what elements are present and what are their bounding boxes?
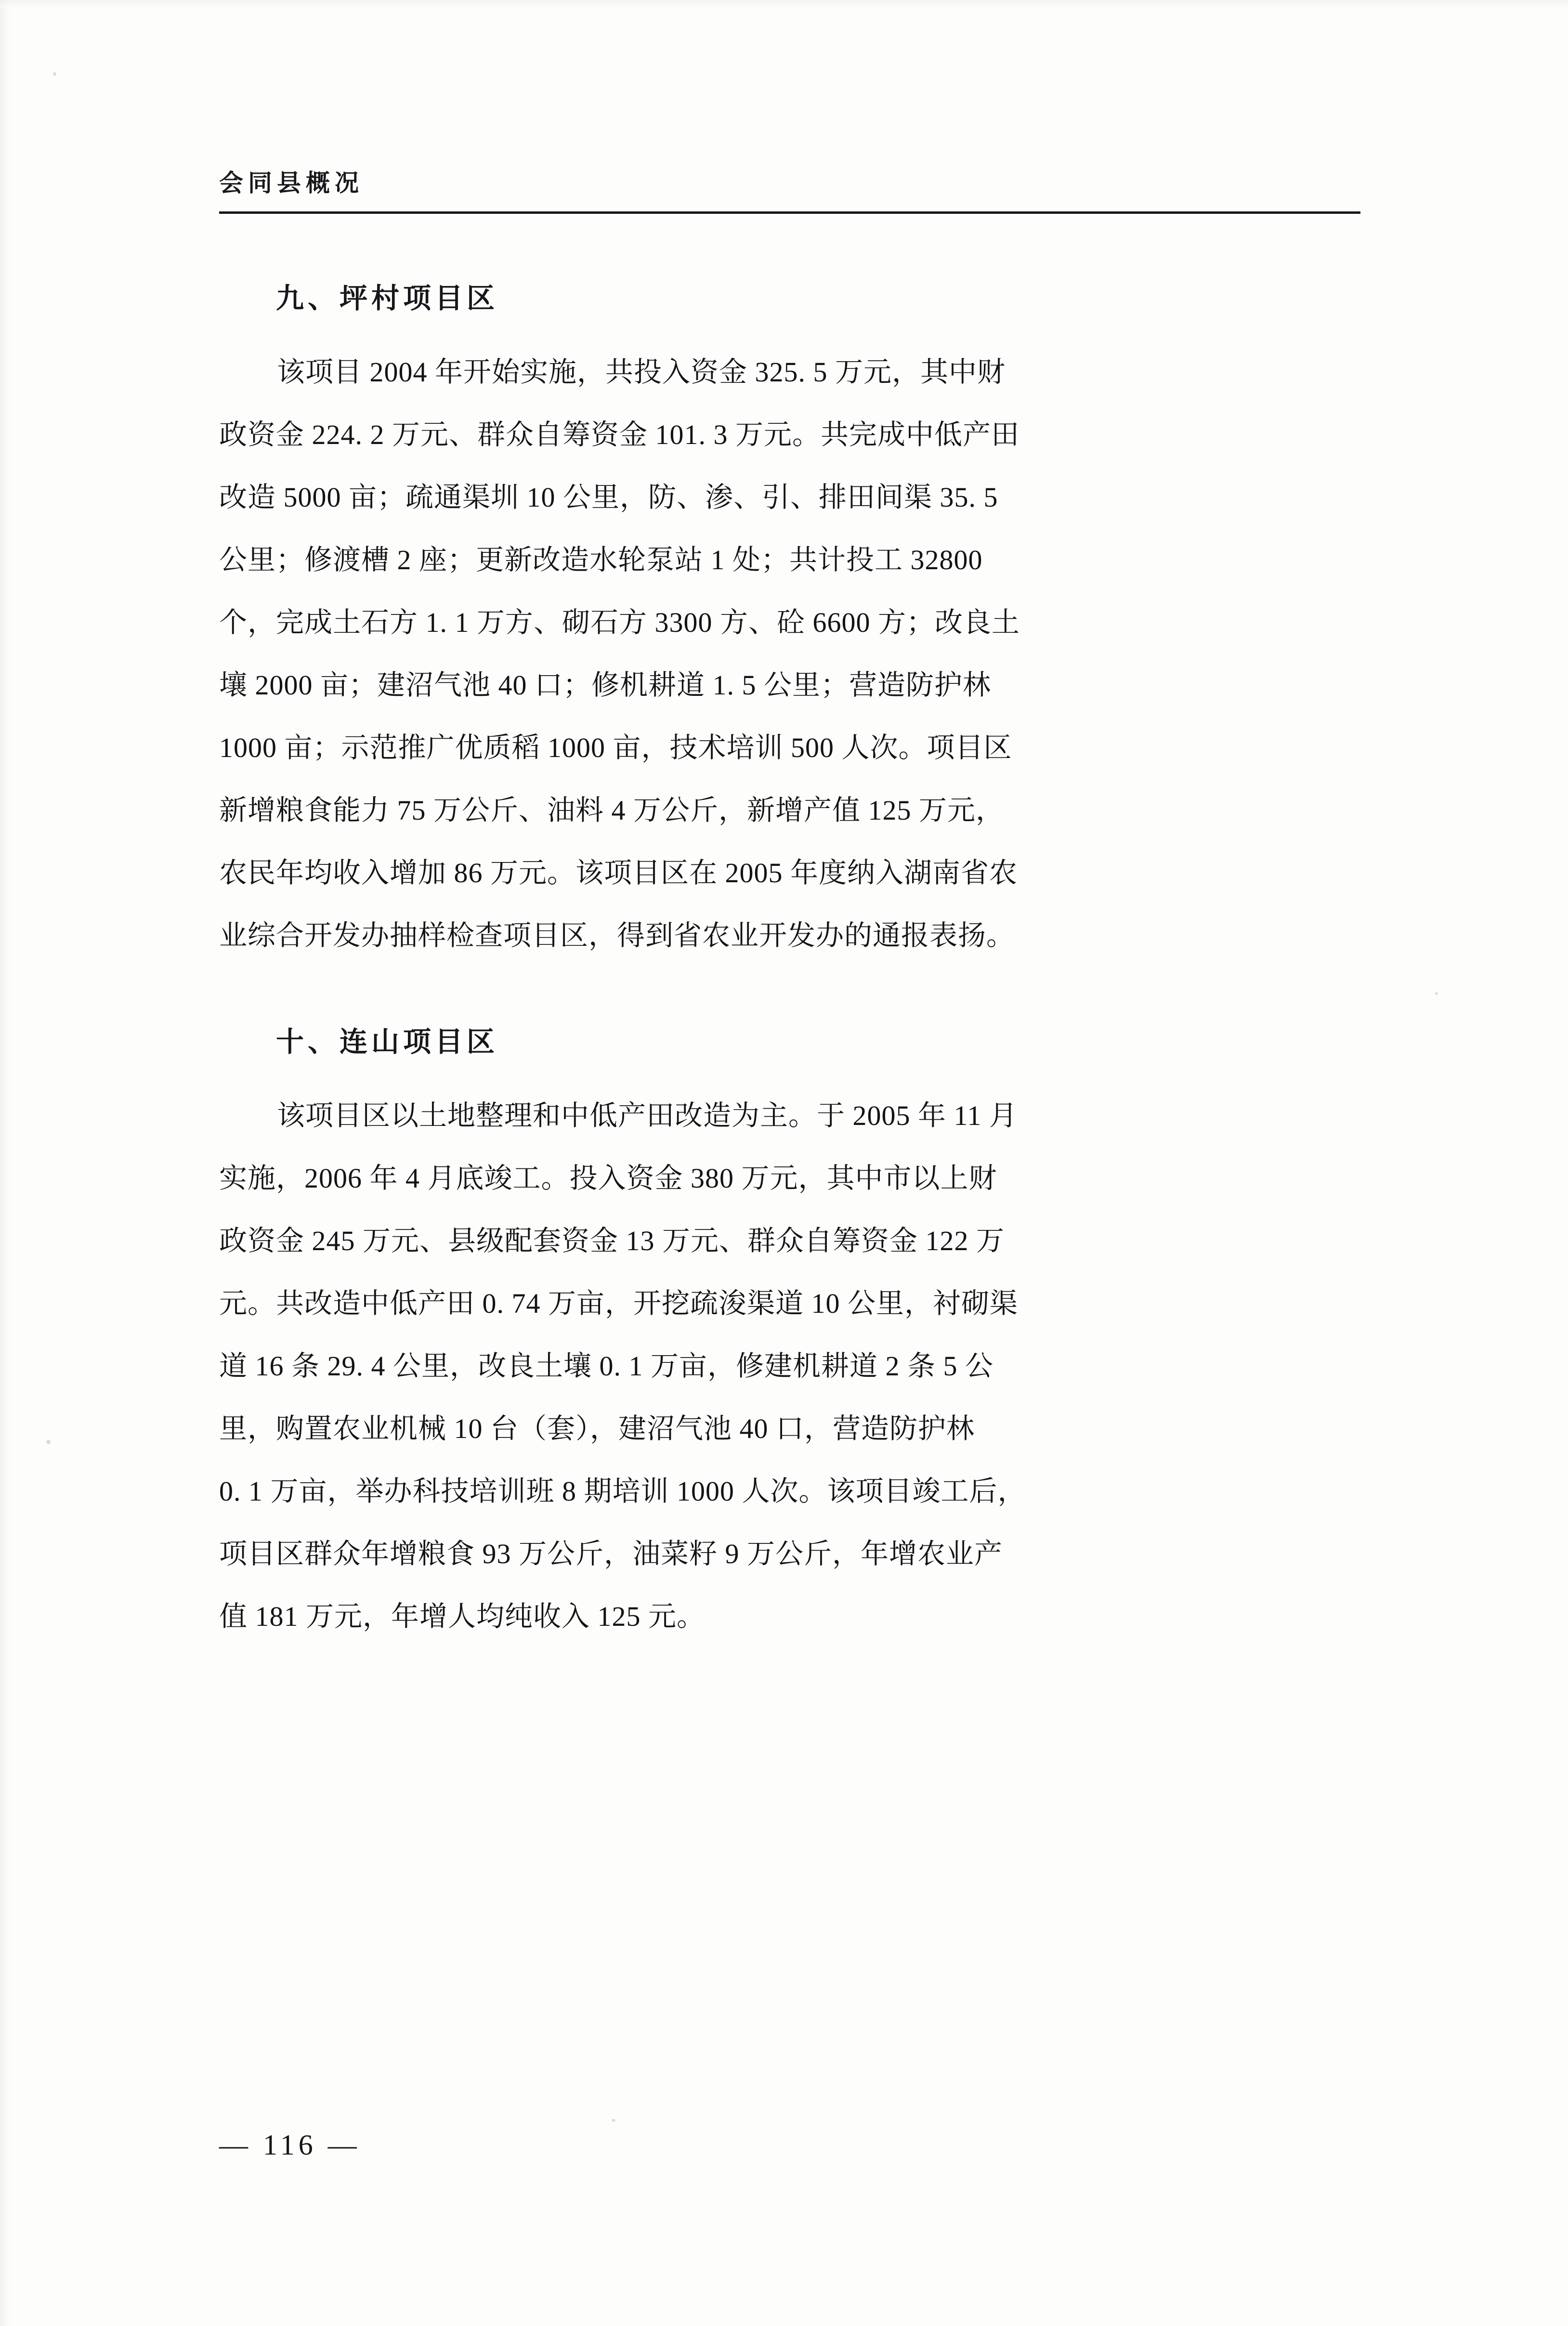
paragraph-line: 个，完成土石方 1. 1 万方、砌石方 3300 方、砼 6600 方；改良土: [219, 607, 1020, 638]
paragraph-line: 元。共改造中低产田 0. 74 万亩，开挖疏浚渠道 10 公里，衬砌渠: [219, 1288, 1019, 1319]
paragraph-nine: [219, 341, 1365, 967]
paragraph-line: 0. 1 万亩，举办科技培训班 8 期培训 1000 人次。该项目竣工后，: [219, 1476, 1026, 1507]
paragraph-line: 业综合开发办抽样检查项目区，得到省农业开发办的通报表扬。: [219, 920, 1015, 951]
section-heading-nine: 九、坪村项目区: [276, 282, 499, 314]
paragraph-line: 新增粮食能力 75 万公斤、油料 4 万公斤，新增产值 125 万元，: [219, 795, 1005, 826]
page-folio: — 116 —: [219, 2129, 361, 2161]
scan-edge-left: [0, 0, 13, 2326]
paragraph-line: 里，购置农业机械 10 台（套），建沼气池 40 口，营造防护林: [219, 1413, 975, 1444]
paragraph-line: 实施，2006 年 4 月底竣工。投入资金 380 万元，其中市以上财: [219, 1163, 997, 1194]
running-head-rule: [219, 211, 1360, 214]
paragraph-line: 改造 5000 亩；疏通渠圳 10 公里，防、渗、引、排田间渠 35. 5: [219, 482, 998, 513]
scan-speck: [46, 1440, 51, 1444]
paragraph-line: 项目区群众年增粮食 93 万公斤，油菜籽 9 万公斤，年增农业产: [219, 1538, 1003, 1569]
running-head: [219, 171, 1360, 214]
paragraph-line: 壤 2000 亩；建沼气池 40 口；修机耕道 1. 5 公里；营造防护林: [219, 669, 992, 701]
scan-speck: [1435, 992, 1438, 995]
paragraph-line: 该项目 2004 年开始实施，共投入资金 325. 5 万元，其中财: [277, 356, 1006, 388]
paragraph-line: 该项目区以土地整理和中低产田改造为主。于 2005 年 11 月: [277, 1100, 1018, 1131]
paragraph-line: 值 181 万元，年增人均纯收入 125 元。: [219, 1601, 706, 1632]
scan-edge-top: [0, 0, 1568, 9]
section-gap: [219, 967, 1365, 1028]
paragraph-line: 公里；修渡槽 2 座；更新改造水轮泵站 1 处；共计投工 32800: [219, 544, 983, 575]
paragraph-line: 政资金 245 万元、县级配套资金 13 万元、群众自筹资金 122 万: [219, 1225, 1005, 1256]
paragraph-ten: [219, 1085, 1365, 1648]
running-head-title: 会同县概况: [219, 169, 364, 197]
section-heading-ten: 十、连山项目区: [276, 1025, 499, 1058]
scan-speck: [612, 2119, 615, 2122]
paragraph-line: 农民年均收入增加 86 万元。该项目区在 2005 年度纳入湖南省农: [219, 857, 1018, 889]
paragraph-line: 政资金 224. 2 万元、群众自筹资金 101. 3 万元。共完成中低产田: [219, 419, 1020, 450]
body-column: [219, 284, 1365, 1648]
paragraph-line: 道 16 条 29. 4 公里，改良土壤 0. 1 万亩，修建机耕道 2 条 5 公: [219, 1350, 994, 1382]
scan-speck: [53, 72, 56, 76]
paragraph-line: 1000 亩；示范推广优质稻 1000 亩，技术培训 500 人次。项目区: [219, 732, 1012, 763]
